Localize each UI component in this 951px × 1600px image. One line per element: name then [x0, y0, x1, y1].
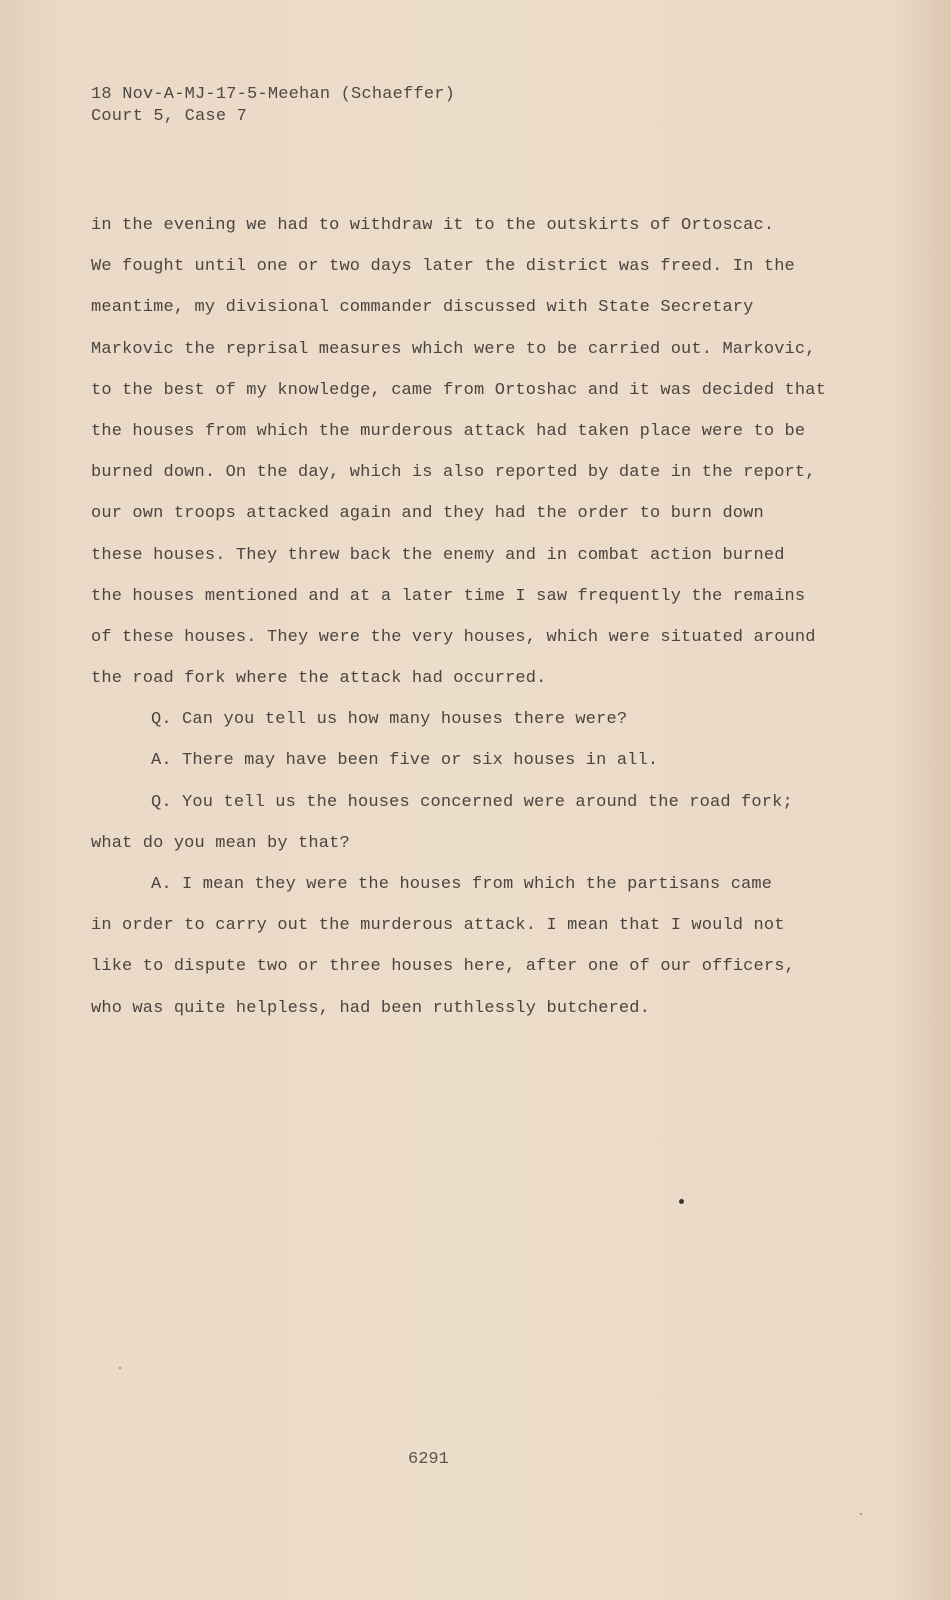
text-line: to the best of my knowledge, came from Ortoshac and it was decided that	[91, 380, 826, 400]
ink-speck	[679, 1199, 684, 1204]
text-line: meantime, my divisional commander discussed with State Secretary	[91, 298, 754, 318]
answer-line: in order to carry out the murderous attack. I mean that I would not	[91, 916, 785, 936]
testimony-body	[91, 205, 871, 1029]
text-line: burned down. On the day, which is also reported by date in the report,	[91, 463, 816, 483]
text-line: of these houses. They were the very houses, which were situated around	[91, 627, 816, 647]
answer-line: like to dispute two or three houses here, after one of our officers,	[91, 957, 795, 977]
text-line: We fought until one or two days later the district was freed. In the	[91, 257, 795, 277]
answer-line: A. There may have been five or six houses in all.	[151, 751, 659, 771]
text-line: in the evening we had to withdraw it to the outskirts of Ortoscac.	[91, 216, 775, 235]
text-line: these houses. They threw back the enemy and in combat action burned	[91, 545, 785, 565]
header-reference: 18 Nov-A-MJ-17-5-Meehan (Schaeffer)	[91, 85, 456, 104]
answer-line: A. I mean they were the houses from which the partisans came	[151, 875, 773, 894]
question-line: Q. Can you tell us how many houses there were?	[151, 710, 628, 730]
page-number: 6291	[408, 1450, 449, 1469]
text-line: the houses from which the murderous attack had taken place were to be	[91, 421, 806, 441]
question-line: what do you mean by that?	[91, 833, 350, 853]
ink-speck	[119, 1367, 121, 1369]
document-header	[91, 84, 455, 128]
ink-speck	[860, 1513, 862, 1515]
text-line: the road fork where the attack had occurred.	[91, 669, 547, 689]
answer-line: who was quite helpless, had been ruthlessly butchered.	[91, 998, 650, 1018]
header-court-case: Court 5, Case 7	[91, 107, 248, 126]
text-line: Markovic the reprisal measures which were to be carried out. Markovic,	[91, 339, 816, 359]
text-line: the houses mentioned and at a later time I saw frequently the remains	[91, 586, 806, 606]
question-line: Q. You tell us the houses concerned were around the road fork;	[151, 792, 793, 812]
text-line: our own troops attacked again and they had the order to burn down	[91, 504, 764, 524]
